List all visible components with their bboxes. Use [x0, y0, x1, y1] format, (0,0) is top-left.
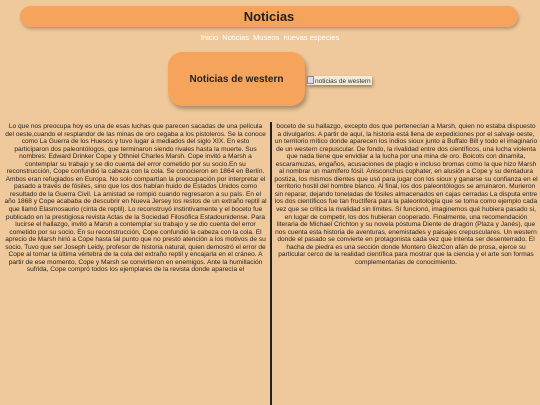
news-card-title: Noticias de western [189, 73, 284, 85]
main-nav [0, 33, 540, 43]
news-image [307, 76, 372, 85]
broken-image-icon [307, 76, 314, 84]
nav-link-nuevas-especies[interactable]: nuevas especies [283, 33, 340, 42]
nav-link-inicio[interactable]: Inicio [200, 33, 219, 42]
article-column-right: boceto de su hallazgo, excepto dos que pertenecían a Marsh, quien no estaba dispuesto a divulgarlos. A partir de aquí, la historia está llena de expediciones por el salvaje oeste, un territorio mítico donde aparecen los indios sioux junto a Buffalo Bill y todo el imaginario de un western crepuscular. De fondo, la rivalidad entre dos científicos, una lucha violenta que nada tiene que envidiar a la lucha por una mina de oro. Boicots con dinamita, escaramuzas, engaños, acusaciones de plagio e incluso bromas como la que hizo Marsh al nombrar un mamífero fósil. Anisconchus cophater, en alusión a Cope y su dentadura postiza, los mismos dientes que usó para jugar con los sioux y ganarse su confianza en el territorio hostil del hombre blanco. Al final, los dos paleontólogos se arruinaron. Murieron sin reparar, dejando toneladas de fósiles almacenados en cajas cerradas La disputa entre los dos científicos fue tan fructífera para la paleontología que se toma como ejemplo cada vez que se critica la rivalidad sin límites. Sí funcionó, imaginemos qué hubiera pasado si, en lugar de competir, los dos hubieran cooperado. Finalmente, una recomendación literaria de Michael Crichton y su novela póstuma Diente de dragón (Plaza y Janés), que nos cuenta esta historia de aventuras, enemistades y paisajes crepusculares. Un western donde el pasado se convierte en protagonista cada vez que intenta ser desenterrado. El hacha de piedra es una sección donde Montero GlezCon afán de prosa, ejerce su particular cerco de la realidad científica para mostrar que la ciencia y el arte son formas complementarias de conocimiento. [274, 123, 538, 266]
page-title: Noticias [243, 9, 295, 24]
news-card [168, 52, 305, 106]
news-image-alt: noticias de western [315, 78, 371, 85]
nav-link-museos[interactable]: Museos [253, 33, 280, 42]
column-divider [270, 122, 272, 405]
nav-link-noticias[interactable]: Noticias [222, 33, 249, 42]
header-title-bar [20, 6, 518, 27]
article-column-left: Lo que nos preocupa hoy es una de esas luchas que parecen sacadas de una película del oeste,cuando el resplandor de las minas de oro cegaba a los pistoleros. Se la conoce como La Guerra de los Huesos y tuvo lugar a mediados del siglo XIX. En esto participaron dos paleontólogos, que terminaron siendo rivales hasta la muerte. Sus nombres: Edward Drinker Cope y Othniel Charles Marsh. Cope invitó a Marsh a contemplar su trabajo y se dio cuenta del error cometido por su socio.En su reconstrucción, Cope confundió la cabeza con la cola. Se conocieron en 1864 en Berlín. Ambos eran refugiados en Europa. No solo compartían la preocupación por interpretar el pasado a través de fósiles, sino que los dos habían huido de Estados Unidos como resultado de la Guerra Civil. La amistad se rompió cuando regresaron a su país. En el año 1868 y Cope acababa de descubrir en Nueva Jersey los restos de un extraño reptil al que llamó Elasmosaurio (cinta de reptil). Lo reconstruyó instintivamente y el boceto fue publicado en la prestigiosa revista Actas de la Sociedad Filosófica Estadounidense. Para lucirse el hallazgo, invitó a Marsh a contemplar su trabajo y se dio cuenta del error cometido por su socio. En su reconstrucción, Cope confundió la cabeza con la cola. El aprecio de Marsh hirió a Cope hasta tal punto que no prestó atención a los motivos de su socio. Tuvo que ser Joseph Leidy, profesor de historia natural, quien demostró el error de Cope al tomar la última vértebra de la cola del extraño reptil y encajarla en el cráneo. A partir de ese momento, Cope y Marsh se convirtieron en enemigos. Ante la humillación sufrida, Cope compró todos los ejemplares de la revista donde aparecía el [4, 123, 267, 274]
